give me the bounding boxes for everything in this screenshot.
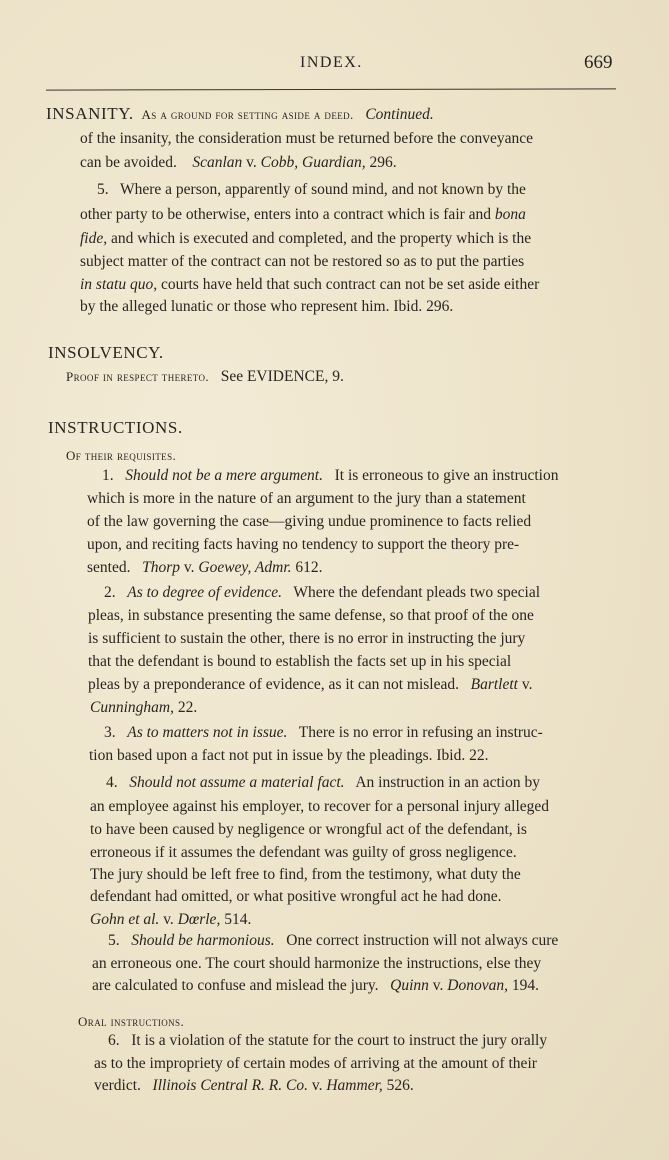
text: can be avoided. [80, 154, 177, 171]
text: One correct instruction will not always cure [286, 932, 559, 949]
paragraph-number: 4. [106, 774, 118, 791]
running-title: INDEX. [300, 54, 363, 71]
citation-case-b: Cunningham, [90, 699, 174, 716]
citation-case-a: Gohn et al. [90, 911, 160, 928]
citation-continuation [90, 910, 251, 930]
citation-page: 194. [511, 977, 539, 994]
italic-term: in statu quo, [80, 276, 158, 293]
entry-heading: INSOLVENCY. [48, 343, 164, 362]
citation-case-a: Illinois Central R. R. Co. [152, 1077, 308, 1094]
running-head [0, 52, 669, 76]
citation-page: 22. [177, 699, 198, 716]
citation-case-b: Dœrle, [177, 911, 221, 928]
text-line: as to the impropriety of certain modes of arriving at the amount of their [94, 1055, 537, 1072]
page-number: 669 [584, 52, 613, 73]
text-line: of the law governing the case—giving undue prominence to facts relied [87, 513, 532, 530]
numbered-paragraph-start [102, 466, 558, 486]
text-line: an employee against his employer, to recover for a personal injury alleged [90, 798, 550, 815]
numbered-paragraph-start [104, 723, 543, 743]
citation-case-b: Hammer, [326, 1077, 383, 1094]
citation-case-a: Bartlett [470, 676, 518, 693]
entry-subheading: Proof in respect thereto. [66, 369, 210, 384]
text-line: The jury should be left free to find, from the testimony, what duty the [90, 866, 521, 883]
text-line: upon, and reciting facts having no tendency to support the theory pre- [87, 536, 520, 553]
text: verdict. [94, 1077, 141, 1094]
paragraph-number: 5. [97, 181, 109, 198]
text-line: which is more in the nature of an argument to the jury than a statement [87, 490, 526, 507]
citation-page: 296. [369, 154, 397, 171]
numbered-paragraph-start [108, 931, 558, 951]
citation-case-b: Donovan, [447, 977, 508, 994]
numbered-paragraph-start [106, 773, 540, 793]
paragraph-number: 6. [108, 1032, 120, 1049]
text: An instruction in an action by [355, 774, 540, 791]
citation-case-b: Cobb, Guardian, [260, 154, 366, 171]
text-line-with-citation [87, 558, 323, 578]
entry-heading: INSTRUCTIONS. [48, 418, 183, 437]
text-line: erroneous if it assumes the defendant was guilty of gross negligence. [90, 844, 517, 861]
paragraph-title: As to matters not in issue. [127, 724, 288, 741]
paragraph-number: 1. [102, 467, 114, 484]
text-line [80, 205, 526, 225]
entry-heading: INSANITY. [46, 104, 134, 123]
citation-v: v. [183, 559, 195, 576]
citation-page: 612. [295, 559, 323, 576]
text-line-with-citation [88, 675, 532, 695]
paragraph-number: 3. [104, 724, 116, 741]
citation-v: v. [432, 977, 444, 994]
paragraph-number: 2. [104, 584, 116, 601]
text-line: tion based upon a fact not put in issue by the pleadings. Ibid. 22. [89, 747, 489, 764]
text-line-with-citation [94, 1076, 414, 1096]
text-line: is sufficient to sustain the other, there is no error in instructing the jury [88, 630, 526, 647]
text: other party to be otherwise, enters into a contract which is fair and [80, 206, 492, 223]
entry-subheading: Oral instructions. [78, 1014, 185, 1029]
citation-case-a: Quinn [390, 977, 429, 994]
text: courts have held that such contract can not be set aside either [160, 276, 540, 293]
text-line [80, 275, 539, 295]
citation-case-a: Thorp [142, 559, 181, 576]
text: are calculated to confuse and mislead the jury. [92, 977, 379, 994]
text: Where the defendant pleads two special [293, 584, 541, 601]
text-line-with-citation [92, 976, 539, 996]
numbered-paragraph-start [97, 180, 526, 200]
citation-continuation [90, 698, 197, 718]
continued-note: Continued. [365, 106, 434, 123]
paragraph-title: Should be harmonious. [131, 932, 275, 949]
text-line: of the insanity, the consideration must be returned before the conveyance [80, 130, 534, 147]
cross-reference: See EVIDENCE, 9. [220, 368, 344, 385]
citation-v: v. [311, 1077, 323, 1094]
citation-v: v. [246, 154, 257, 171]
text-line: by the alleged lunatic or those who represent him. Ibid. 296. [80, 298, 454, 315]
text-line [80, 229, 531, 249]
entry-insanity-heading-line [46, 104, 434, 125]
citation-case-a: Scanlan [192, 154, 243, 171]
text-line: pleas, in substance presenting the same defense, so that proof of the one [88, 607, 534, 624]
entry-subheading-line [66, 367, 344, 387]
citation-page: 514. [224, 911, 252, 928]
numbered-paragraph-start [104, 583, 540, 603]
text-line: that the defendant is bound to establish the facts set up in his special [88, 653, 512, 670]
paragraph-title: Should not assume a material fact. [129, 774, 345, 791]
header-rule [46, 88, 616, 90]
text: There is no error in refusing an instruc- [298, 724, 543, 741]
paragraph-number: 5. [108, 932, 120, 949]
text-line-with-citation [80, 153, 397, 173]
text: It is erroneous to give an instruction [334, 467, 559, 484]
text: defendant had omitted, or what positive wrongful act he had done. [90, 888, 502, 905]
text-line-with-citation [90, 887, 509, 907]
citation-case-b: Goewey, Admr. [198, 559, 292, 576]
text: It is a violation of the statute for the court to instruct the jury orally [131, 1032, 548, 1049]
text: Where a person, apparently of sound mind, and not known by the [119, 181, 526, 198]
text: pleas by a preponderance of evidence, as it can not mislead. [88, 676, 459, 693]
paragraph-title: As to degree of evidence. [127, 584, 283, 601]
citation-page: 526. [386, 1077, 414, 1094]
italic-term: bona [494, 206, 526, 223]
entry-subheading: As a ground for setting aside a deed. [141, 107, 354, 122]
text-line: subject matter of the contract can not be restored so as to put the parties [80, 253, 525, 270]
italic-term: fide, [80, 230, 108, 247]
text-line: an erroneous one. The court should harmonize the instructions, else they [92, 955, 542, 972]
paragraph-title: Should not be a mere argument. [125, 467, 323, 484]
citation-v: v. [521, 676, 533, 693]
text: sented. [87, 559, 131, 576]
text: and which is executed and completed, and the property which is the [111, 230, 532, 247]
entry-subheading: Of their requisites. [66, 448, 177, 463]
numbered-paragraph-start [108, 1031, 547, 1051]
text-line: to have been caused by negligence or wrongful act of the defendant, is [90, 821, 527, 838]
citation-v: v. [163, 911, 174, 928]
